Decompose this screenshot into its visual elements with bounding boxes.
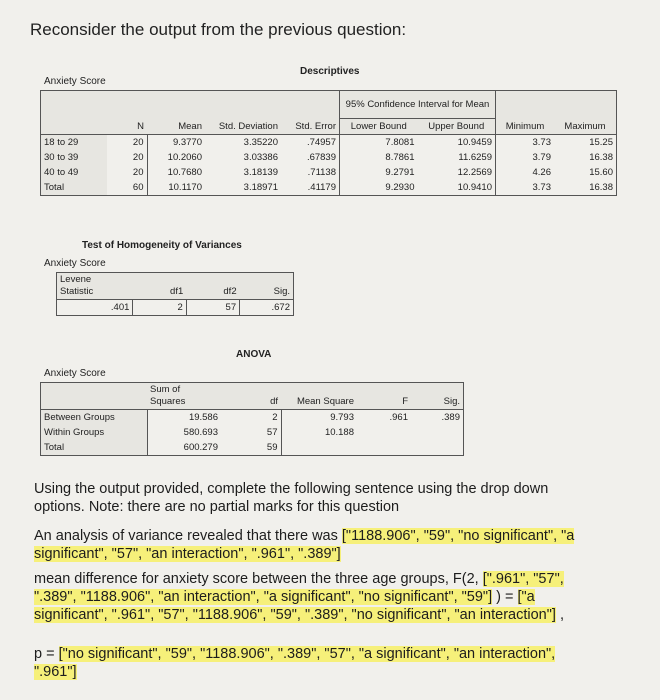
cell: .74957 [281,135,340,151]
cell: 10.9410 [417,180,495,196]
cell: 600.279 [147,440,221,456]
cell: .41179 [281,180,340,196]
table-row [41,135,617,151]
table-row [41,425,464,440]
row-label: Total [41,180,108,196]
dropdown-3-line-1[interactable]: ["a [517,589,535,605]
cell: 15.25 [554,135,617,151]
ss-header-l2: Squares [150,396,186,407]
anova-table [40,382,464,456]
table-row [41,165,617,180]
dropdown-2-line-2[interactable]: ".389", "1188.906", "an interaction", "a significant", "no significant", "59"] [34,589,493,605]
cell: 19.586 [147,410,221,426]
sig-header: Sig. [411,383,464,410]
cell: .672 [240,300,294,316]
cell: 9.3770 [172,137,202,148]
homogeneity-table [56,272,294,316]
cell: 11.6259 [417,150,495,165]
cell: 10.1170 [147,180,205,196]
cell: 59 [221,440,281,456]
cell: 4.26 [532,167,551,178]
col-lower: Lower Bound [340,119,418,135]
cell [411,440,464,456]
table-row [41,150,617,165]
cell: 9.793 [330,412,354,423]
anova-var-label: Anxiety Score [44,368,106,379]
dropdown-4-line-2[interactable]: ".961"] [34,664,77,680]
anova-title: ANOVA [236,349,272,360]
col-sd: Std. Deviation [205,119,281,135]
cell [357,440,411,456]
cell: 60 [107,180,147,196]
cell: 3.03386 [243,152,278,163]
levene-header-l2: Statistic [60,286,94,297]
cell: 12.2569 [417,165,495,180]
sig-header: Sig. [240,273,294,300]
df1-header: df1 [133,273,186,300]
f-header: F [357,383,411,410]
row-label: Between Groups [41,410,148,426]
cell: 10.9459 [417,135,495,151]
ci-header: 95% Confidence Interval for Mean [340,91,496,119]
instructions [34,480,644,516]
p-equals-text: p = [34,646,59,662]
cell: 2 [133,300,186,316]
cell: .961 [389,412,408,423]
row-label: Total [41,440,148,456]
cell: .67839 [281,150,340,165]
col-se: Std. Error [281,119,340,135]
sentence-part-3 [34,645,654,681]
dropdown-4-line-1[interactable]: ["no significant", "59", "1188.906", ".389", "57", "a significant", "an interaction", [58,646,556,662]
cell: 20 [107,135,147,151]
col-max: Maximum [554,119,617,135]
cell: 7.8081 [385,137,415,148]
homogeneity-title: Test of Homogeneity of Variances [82,240,242,251]
cell: 9.2791 [385,167,415,178]
cell: .71138 [281,165,340,180]
cell: 2 [221,410,281,426]
table-row [41,440,464,456]
equals-text: ) = [492,589,518,605]
cell [281,440,357,456]
dropdown-1-line-2[interactable]: significant", "57", "an interaction", ".961", ".389"] [34,546,341,562]
cell: 3.18971 [205,180,281,196]
cell: 16.38 [554,150,617,165]
cell: 10.188 [324,427,354,438]
df2-header: df2 [186,273,239,300]
levene-header-l1: Levene [60,274,92,285]
cell: 3.73 [496,180,555,196]
dropdown-3-line-2[interactable]: significant", ".961", "57", "1188.906", "59", ".389", "no significant", "an interaction"] [34,607,556,623]
cell: 10.7680 [167,167,202,178]
cell: 3.79 [532,152,551,163]
page-heading: Reconsider the output from the previous question: [30,20,407,39]
row-label: 40 to 49 [41,165,108,180]
col-upper: Upper Bound [417,119,495,135]
sentence-part-1 [34,527,654,563]
cell: 9.2930 [340,180,418,196]
cell: 3.18139 [243,167,278,178]
table-row [41,180,617,196]
descriptives-var-label: Anxiety Score [44,76,106,87]
comma-text: , [555,607,564,623]
col-min: Minimum [496,119,555,135]
descriptives-table [40,90,617,196]
cell [357,425,411,440]
instructions-line-1: Using the output provided, complete the following sentence using the drop down [34,481,549,497]
cell [411,425,464,440]
row-label: 30 to 39 [41,150,108,165]
cell: .401 [57,300,133,316]
row-label: Within Groups [41,425,148,440]
cell: 16.38 [554,180,617,196]
col-n: N [107,119,147,135]
cell: 20 [107,165,147,180]
sentence-part-2 [34,570,654,624]
cell: 3.35220 [243,137,278,148]
sentence-text-1: An analysis of variance revealed that there was [34,528,342,544]
cell: 10.2060 [167,152,202,163]
dropdown-2-line-1[interactable]: [".961", "57", [482,571,564,587]
cell: .389 [411,410,464,426]
cell: 20 [107,150,147,165]
cell: 580.693 [147,425,221,440]
ms-header: Mean Square [281,383,357,410]
ss-header-l1: Sum of [150,384,181,395]
df-header: df [221,383,281,410]
dropdown-1-line-1[interactable]: ["1188.906", "59", "no significant", "a [341,528,575,544]
cell: 57 [186,300,239,316]
col-mean: Mean [147,119,205,135]
cell: 57 [221,425,281,440]
homogeneity-var-label: Anxiety Score [44,258,106,269]
instructions-line-2: options. Note: there are no partial marks for this question [34,499,400,515]
sentence-text-2: mean difference for anxiety score between the three age groups, F(2, [34,571,483,587]
table-row [57,300,294,316]
cell: 15.60 [554,165,617,180]
cell: 3.73 [532,137,551,148]
row-label: 18 to 29 [41,135,108,151]
table-row [41,410,464,426]
descriptives-title: Descriptives [300,66,360,77]
cell: 8.7861 [385,152,415,163]
